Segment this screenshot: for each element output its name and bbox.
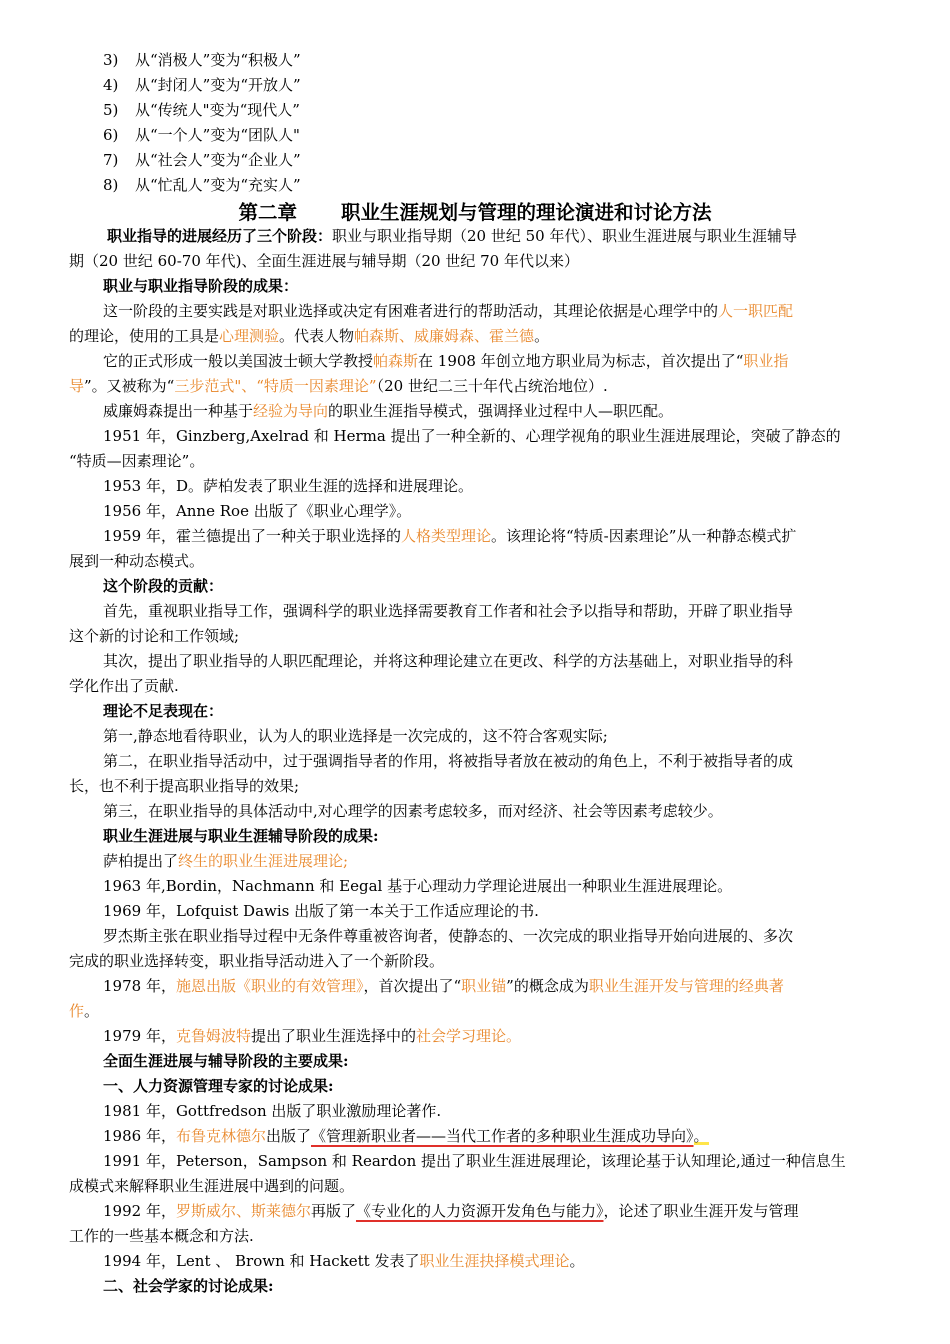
- paragraph-line: 罗杰斯主张在职业指导过程中无条件尊重被咨询者，使静态的、一次完成的职业指导开始向进展的、多次: [103, 927, 794, 945]
- paragraph-line: 完成的职业选择转变，职业指导活动进入了一个新阶段。: [69, 952, 445, 970]
- list-item: 7) 从“社会人”变为“企业人”: [103, 151, 301, 169]
- paragraph-line: 职业指导的进展经历了三个阶段：职业与职业指导期（20 世纪 50 年代）、职业生涯进展与职业生涯辅导: [107, 227, 797, 245]
- paragraph-line: 1969 年，Lofquist Dawis 出版了第一本关于工作适应理论的书.: [103, 902, 539, 920]
- paragraph-line: 萨柏提出了终生的职业生涯进展理论;: [103, 852, 349, 870]
- paragraph-line: 这一阶段的主要实践是对职业选择或决定有困难者进行的帮助活动，其理论依据是心理学中的人一职匹配: [103, 302, 794, 320]
- paragraph-line: 其次，提出了职业指导的人职匹配理论，并将这种理论建立在更改、科学的方法基础上，对职业指导的科: [103, 652, 794, 670]
- paragraph-line: 1979 年，克鲁姆波特提出了职业生涯选择中的社会学习理论。: [103, 1027, 521, 1045]
- paragraph-line: 第一,静态地看待职业，认为人的职业选择是一次完成的，这不符合客观实际;: [103, 727, 608, 745]
- paragraph-line: 长，也不利于提高职业指导的效果;: [69, 777, 300, 795]
- section-heading: 职业生涯进展与职业生涯辅导阶段的成果:: [103, 827, 379, 845]
- underlined-book-title: 《专业化的人力资源开发角色与能力》: [355, 1202, 604, 1220]
- list-item: 5) 从“传统人"变为“现代人”: [103, 101, 300, 119]
- section-heading: 理论不足表现在：: [103, 702, 224, 720]
- list-item: 6) 从“一个人”变为“团队人": [103, 126, 300, 144]
- section-heading: 二、社会学家的讨论成果:: [103, 1277, 274, 1295]
- paragraph-line: 1953 年，D。萨柏发表了职业生涯的选择和进展理论。: [103, 477, 473, 495]
- paragraph-line: 威廉姆森提出一种基于经验为导向的职业生涯指导模式，强调择业过程中人—职匹配。: [103, 402, 674, 420]
- paragraph-line: 1959 年，霍兰德提出了一种关于职业选择的人格类型理论。该理论将“特质-因素理论”从一种静态模式扩: [103, 527, 797, 545]
- paragraph-line: 1986 年，布鲁克林德尔出版了《管理新职业者——当代工作者的多种职业生涯成功导向》。: [103, 1127, 709, 1145]
- list-item: 8) 从“忙乱人”变为“充实人”: [103, 176, 301, 194]
- paragraph-line: 1991 年，Peterson，Sampson 和 Reardon 提出了职业生涯进展理论，该理论基于认知理论,通过一种信息生: [103, 1152, 846, 1170]
- list-item: 3) 从“消极人”变为“积极人”: [103, 51, 301, 69]
- paragraph-line: “特质—因素理论”。: [69, 452, 205, 470]
- chapter-title: 第二章 职业生涯规划与管理的理论演进和讨论方法: [238, 201, 712, 224]
- paragraph-line: 1956 年，Anne Roe 出版了《职业心理学》。: [103, 502, 412, 520]
- paragraph-line: 它的正式形成一般以美国波士顿大学教授帕森斯在 1908 年创立地方职业局为标志，首次提出了“职业指: [103, 352, 789, 370]
- paragraph-line: 期（20 世纪 60-70 年代)、全面生涯进展与辅导期（20 世纪 70 年代以来）: [69, 252, 579, 270]
- paragraph-line: 第三，在职业指导的具体活动中,对心理学的因素考虑较多，而对经济、社会等因素考虑较少。: [103, 802, 723, 820]
- paragraph-line: 导”。又被称为“三步范式"、“特质一因素理论”（20 世纪二三十年代占统治地位）.: [69, 377, 608, 395]
- section-heading: 全面生涯进展与辅导阶段的主要成果:: [103, 1052, 349, 1070]
- paragraph-line: 首先，重视职业指导工作，强调科学的职业选择需要教育工作者和社会予以指导和帮助，开辟了职业指导: [103, 602, 794, 620]
- paragraph-line: 1981 年，Gottfredson 出版了职业激励理论著作.: [103, 1102, 442, 1120]
- paragraph-line: 的理论，使用的工具是心理测验。代表人物帕森斯、威廉姆森、霍兰德。: [69, 327, 550, 345]
- paragraph-line: 作。: [69, 1002, 100, 1020]
- paragraph-line: 展到一种动态模式。: [69, 552, 205, 570]
- paragraph-line: 1994 年，Lent 、 Brown 和 Hackett 发表了职业生涯抉择模式理论。: [103, 1252, 585, 1270]
- list-item: 4) 从“封闭人”变为“开放人”: [103, 76, 301, 94]
- section-heading: 职业与职业指导阶段的成果：: [103, 277, 299, 295]
- paragraph-line: 学化作出了贡献.: [69, 677, 179, 695]
- paragraph-line: 1951 年，Ginzberg,Axelrad 和 Herma 提出了一种全新的、心理学视角的职业生涯进展理论，突破了静态的: [103, 427, 841, 445]
- paragraph-line: 1978 年，施恩出版《职业的有效管理》，首次提出了“职业锚”的概念成为职业生涯开发与管理的经典著: [103, 977, 784, 995]
- underlined-book-title: 《管理新职业者——当代工作者的多种职业生涯成功导向》: [310, 1127, 694, 1145]
- paragraph-line: 第二，在职业指导活动中，过于强调指导者的作用，将被指导者放在被动的角色上，不利于被指导者的成: [103, 752, 794, 770]
- paragraph-line: 1992 年，罗斯威尔、斯莱德尔再版了《专业化的人力资源开发角色与能力》，论述了职业生涯开发与管理: [103, 1202, 799, 1220]
- paragraph-line: 成模式来解释职业生涯进展中遇到的问题。: [69, 1177, 355, 1195]
- section-heading: 一、人力资源管理专家的讨论成果:: [103, 1077, 334, 1095]
- paragraph-line: 1963 年,Bordin，Nachmann 和 Eegal 基于心理动力学理论进展出一种职业生涯进展理论。: [103, 877, 733, 895]
- paragraph-line: 工作的一些基本概念和方法.: [69, 1227, 254, 1245]
- paragraph-line: 这个新的讨论和工作领域;: [69, 627, 240, 645]
- section-heading: 这个阶段的贡献：: [103, 577, 224, 595]
